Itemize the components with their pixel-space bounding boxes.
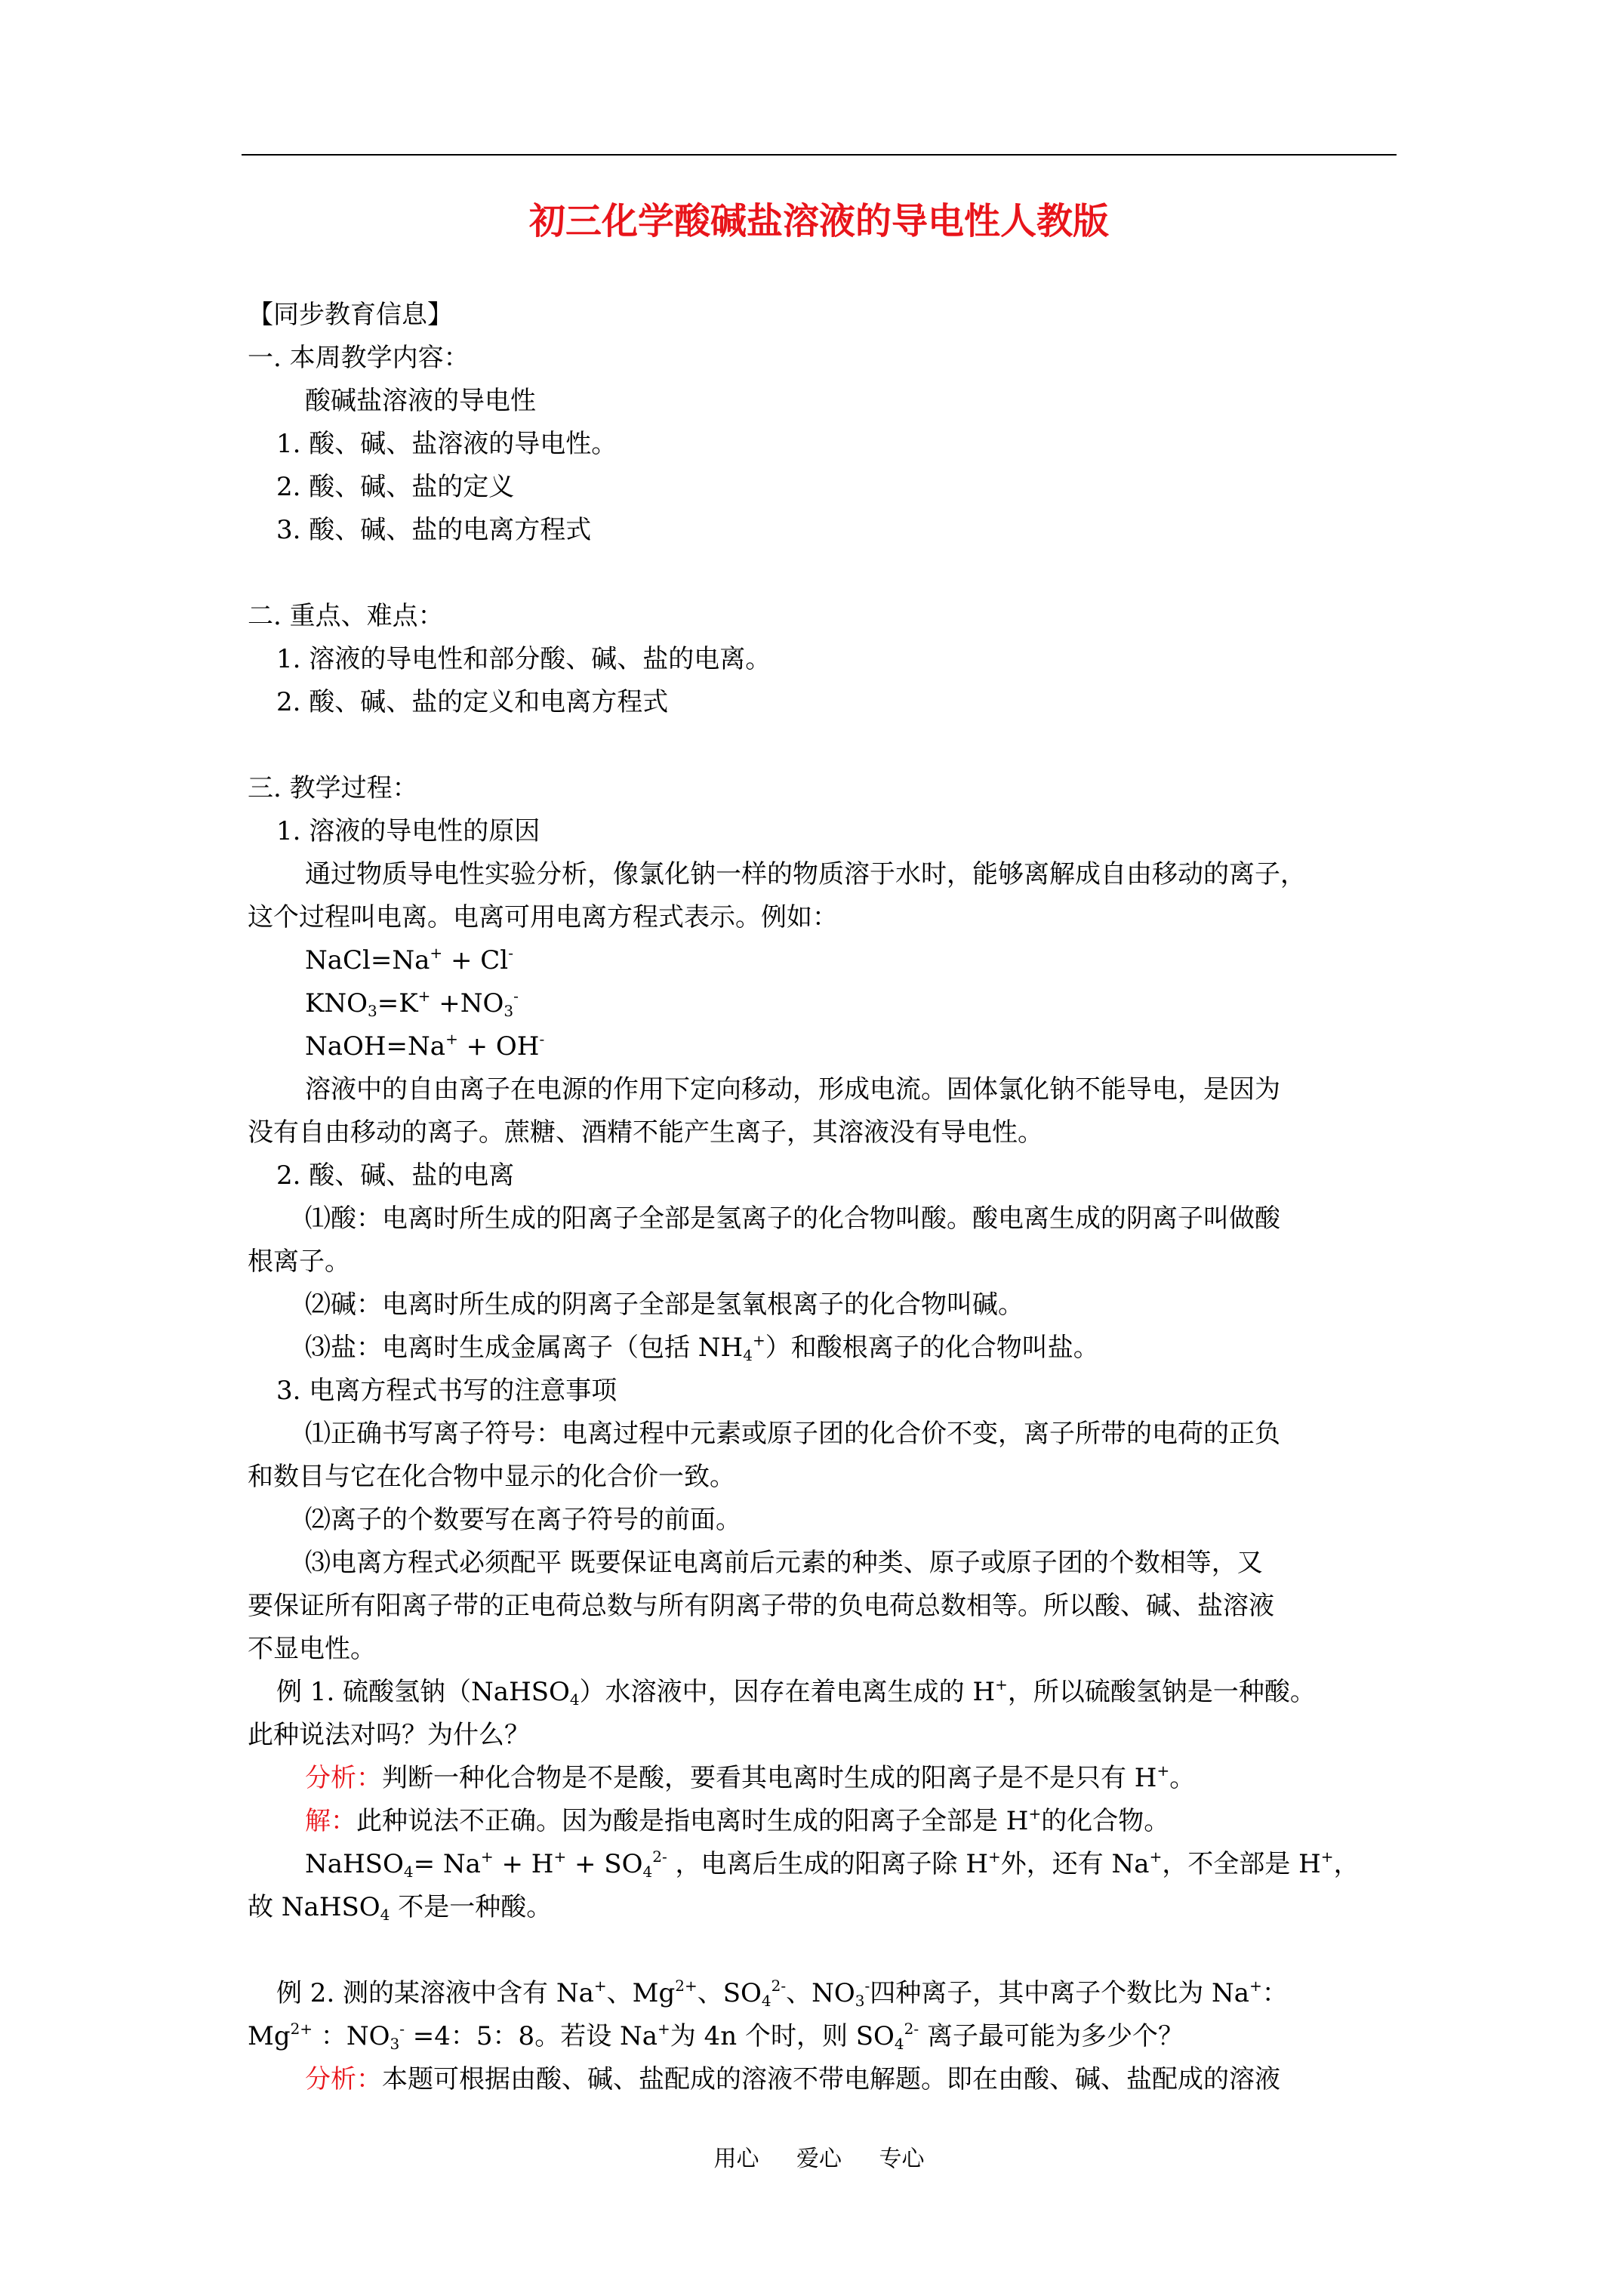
p1-line-1: 通过物质导电性实验分析，像氯化钠一样的物质溶于水时，能够离解成自由移动的离子， xyxy=(305,859,1306,889)
example-1-answer: 解：此种说法不正确。因为酸是指电离时生成的阳离子全部是 H+的化合物。 xyxy=(305,1804,1170,1836)
note-2: ⑵离子的个数要写在离子符号的前面。 xyxy=(305,1505,741,1535)
note-3-line-1: ⑶电离方程式必须配平 既要保证电离前后元素的种类、原子或原子团的个数相等，又 xyxy=(305,1548,1263,1578)
note-1-line-2: 和数目与它在化合物中显示的化合价一致。 xyxy=(248,1462,735,1492)
equation-naoh: NaOH=Na+ + OH- xyxy=(305,1030,545,1062)
acid-definition-2: 根离子。 xyxy=(248,1247,350,1277)
footer-word-3: 专心 xyxy=(879,2146,925,2172)
s1-item-3: 3. 酸、碱、盐的电离方程式 xyxy=(276,515,592,545)
s2-heading: 二. 重点、难点： xyxy=(248,601,444,631)
footer-word-2: 爱心 xyxy=(796,2146,842,2172)
example-1-analysis: 分析：判断一种化合物是不是酸，要看其电离时生成的阳离子是不是只有 H+。 xyxy=(305,1761,1196,1793)
equation-nacl: NaCl=Na+ + Cl- xyxy=(305,944,513,975)
example-1-question: 例 1. 硫酸氢钠（NaHSO$_4$）水溶液中，因存在着电离生成的 H+，所以硫酸氢钠是一种酸。 xyxy=(276,1675,1316,1709)
footer-word-1: 用心 xyxy=(713,2146,759,2172)
acid-definition-1: ⑴酸：电离时所生成的阳离子全部是氢离子的化合物叫酸。酸电离生成的阴离子叫做酸 xyxy=(305,1203,1280,1234)
example-1-equation: NaHSO$_4$= $Na^+ + H^+ + SO_4^{2-}$ ，电离后生成的阳离子除 H+外，还有 Na+，不全部是 H+， xyxy=(305,1848,1360,1881)
answer-label: 解： xyxy=(305,1806,356,1836)
p2-title: 2. 酸、碱、盐的电离 xyxy=(276,1160,515,1191)
s3-heading: 三. 教学过程： xyxy=(248,773,418,803)
s2-item-1: 1. 溶液的导电性和部分酸、碱、盐的电离。 xyxy=(276,644,771,674)
analysis-label: 分析： xyxy=(305,1763,382,1793)
section-head: 【同步教育信息】 xyxy=(248,300,453,330)
p1-line-2: 这个过程叫电离。电离可用电离方程式表示。例如： xyxy=(248,902,838,932)
example-2-analysis: 分析：本题可根据由酸、碱、盐配成的溶液不带电解题。即在由酸、碱、盐配成的溶液 xyxy=(305,2064,1280,2094)
s1-topic: 酸碱盐溶液的导电性 xyxy=(305,386,536,416)
header-rule xyxy=(242,154,1397,156)
s1-item-1: 1. 酸、碱、盐溶液的导电性。 xyxy=(276,429,617,459)
p1-line-3: 溶液中的自由离子在电源的作用下定向移动，形成电流。固体氯化钠不能导电，是因为 xyxy=(305,1074,1280,1105)
note-1-line-1: ⑴正确书写离子符号：电离过程中元素或原子团的化合价不变，离子所带的电荷的正负 xyxy=(305,1419,1280,1449)
example-2-question-2: $Mg^{2+}$ ：$NO_3^- =4$：5：8。若设 Na+为 4n 个时，则 $SO_4^{2-}$ 离子最可能为多少个？ xyxy=(248,2020,1184,2053)
s1-heading: 一. 本周教学内容： xyxy=(248,343,470,373)
note-3-line-3: 不显电性。 xyxy=(248,1634,376,1664)
page-footer xyxy=(242,2144,1397,2174)
base-definition: ⑵碱：电离时所生成的阴离子全部是氢氧根离子的化合物叫碱。 xyxy=(305,1290,1024,1320)
example-1-question-2: 此种说法对吗？为什么？ xyxy=(248,1720,530,1750)
p1-line-4: 没有自由移动的离子。蔗糖、酒精不能产生离子，其溶液没有导电性。 xyxy=(248,1117,1043,1148)
p3-title: 3. 电离方程式书写的注意事项 xyxy=(276,1376,617,1406)
equation-kno3: $KNO_3=K^+ +NO_3^-$ xyxy=(305,987,519,1020)
example-1-conclusion: 故 NaHSO$_4$ 不是一种酸。 xyxy=(248,1892,553,1924)
page-title: 初三化学酸碱盐溶液的导电性人教版 xyxy=(528,200,1109,242)
s1-item-2: 2. 酸、碱、盐的定义 xyxy=(276,472,515,502)
p1-title: 1. 溶液的导电性的原因 xyxy=(276,816,540,846)
note-3-line-2: 要保证所有阳离子带的正电荷总数与所有阴离子带的负电荷总数相等。所以酸、碱、盐溶液 xyxy=(248,1591,1274,1621)
s2-item-2: 2. 酸、碱、盐的定义和电离方程式 xyxy=(276,687,669,717)
salt-definition: ⑶盐：电离时生成金属离子（包括 $NH_4^+$）和酸根离子的化合物叫盐。 xyxy=(305,1331,1099,1364)
example-2-question: 例 2. 测的某溶液中含有 Na+、$Mg^{2+}$、$SO_4^{2-}$、$NO_3^-$四种离子，其中离子个数比为 Na+： xyxy=(276,1977,1288,2010)
analysis-label: 分析： xyxy=(305,2064,382,2094)
